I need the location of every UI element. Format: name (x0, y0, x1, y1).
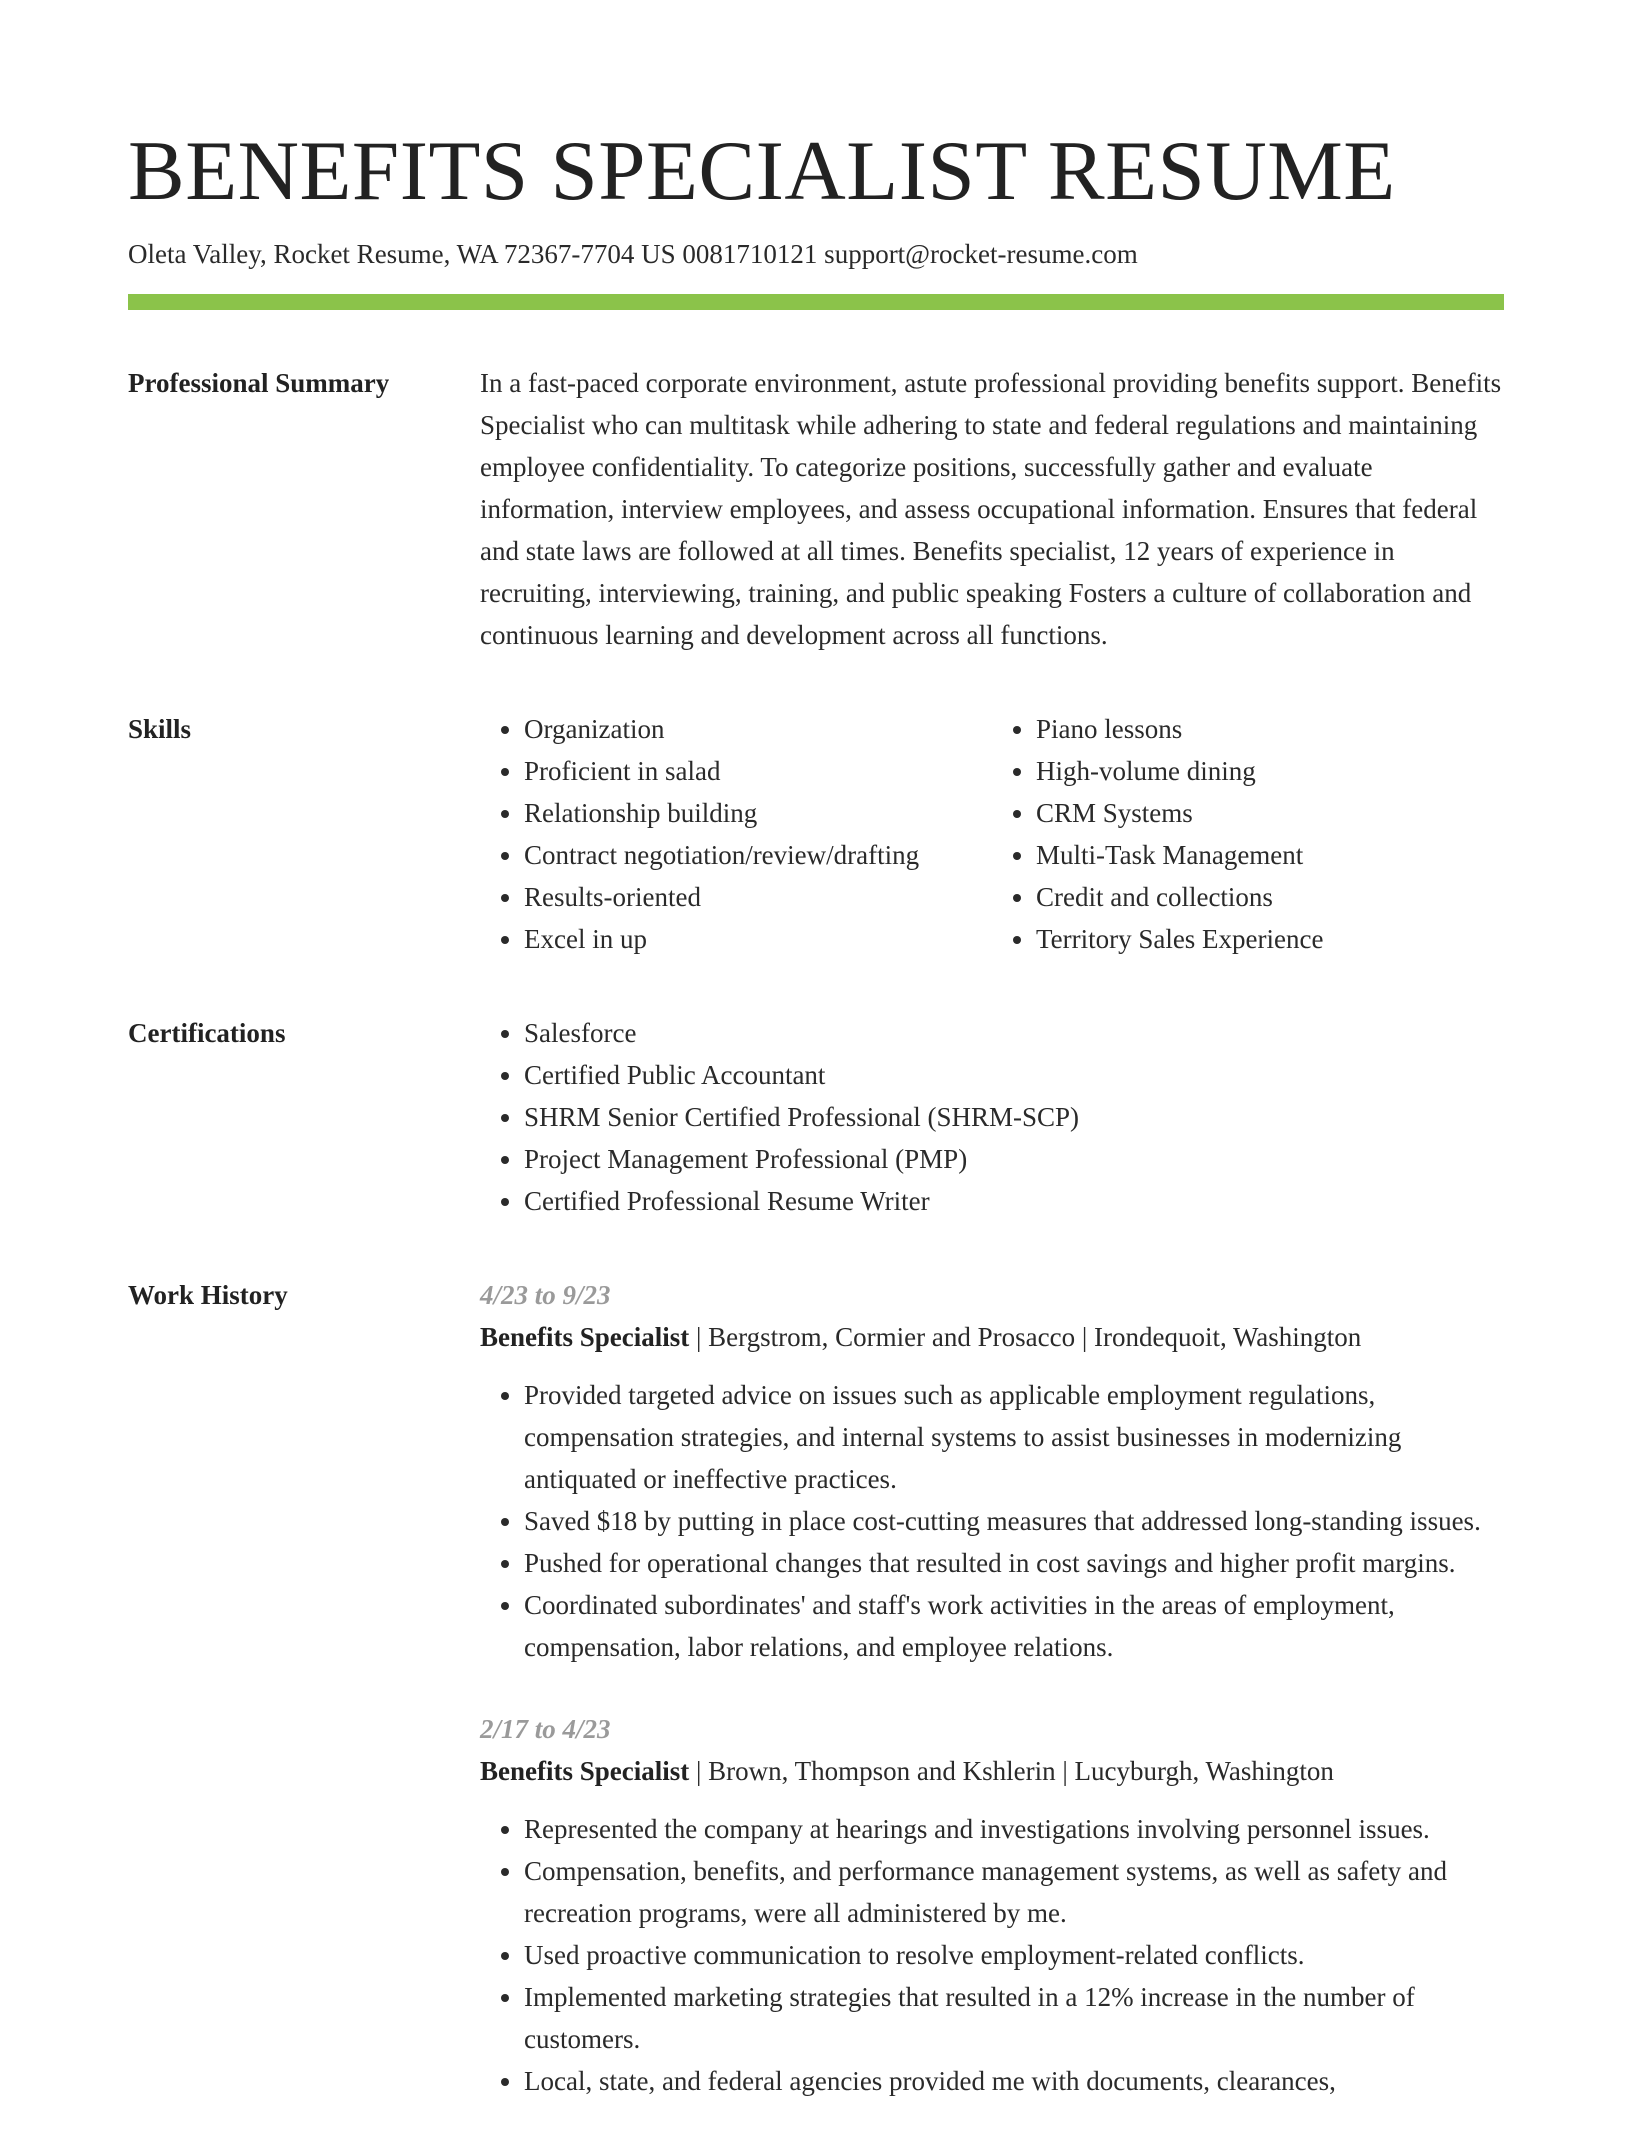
skill-item: • Excel in up (524, 918, 992, 960)
section-body (480, 1274, 1504, 2142)
section-body (480, 362, 1504, 656)
job-bullet: • Represented the company at hearings and investigations involving personnel issues. (524, 1808, 1504, 1850)
job-bullets (480, 1808, 1504, 2102)
skill-item: • Multi-Task Management (1036, 834, 1504, 876)
certification-item: • Certified Professional Resume Writer (524, 1180, 1504, 1222)
skill-item: • Credit and collections (1036, 876, 1504, 918)
job-title: Benefits Specialist (480, 1756, 690, 1786)
section-label: Certifications (128, 1018, 286, 1048)
skills-grid (480, 708, 1504, 960)
job-date: 2/17 to 4/23 (480, 1714, 611, 1744)
section-label: Work History (128, 1280, 288, 1310)
certifications-list (480, 1012, 1504, 1222)
section-certifications (128, 1012, 1504, 1222)
job-title-line (480, 1316, 1504, 1358)
section-body (480, 1012, 1504, 1222)
section-work-history (128, 1274, 1504, 2142)
job-employer-location: | Brown, Thompson and Kshlerin | Lucyburgh, Washington (689, 1756, 1334, 1786)
resume-title: BENEFITS SPECIALIST RESUME (128, 124, 1396, 218)
job-title: Benefits Specialist (480, 1322, 690, 1352)
job-bullet: • Pushed for operational changes that resulted in cost savings and higher profit margins. (524, 1542, 1504, 1584)
job-bullet: • Provided targeted advice on issues such as applicable employment regulations, compensation strategies, and internal systems to assist businesses in modernizing antiquated or ineffective practices. (524, 1374, 1504, 1500)
certification-item: • SHRM Senior Certified Professional (SHRM-SCP) (524, 1096, 1504, 1138)
skills-list-right (992, 708, 1504, 960)
job-bullet: • Saved $18 by putting in place cost-cutting measures that addressed long-standing issues. (524, 1500, 1504, 1542)
section-label: Professional Summary (128, 368, 390, 398)
job-bullet: • Compensation, benefits, and performance management systems, as well as safety and recreation programs, were all administered by me. (524, 1850, 1504, 1934)
job-bullets (480, 1374, 1504, 1668)
job-entry (480, 1708, 1504, 2102)
certification-item: • Certified Public Accountant (524, 1054, 1504, 1096)
skill-item: • High-volume dining (1036, 750, 1504, 792)
skill-item: • Organization (524, 708, 992, 750)
skill-item: • Piano lessons (1036, 708, 1504, 750)
section-skills (128, 708, 1504, 960)
job-bullet: • Used proactive communication to resolve employment-related conflicts. (524, 1934, 1504, 1976)
certification-item: • Project Management Professional (PMP) (524, 1138, 1504, 1180)
job-date: 4/23 to 9/23 (480, 1280, 611, 1310)
job-bullet: • Coordinated subordinates' and staff's work activities in the areas of employment, compensation, labor relations, and employee relations. (524, 1584, 1504, 1668)
skill-item: • Results-oriented (524, 876, 992, 918)
job-bullet: • Implemented marketing strategies that resulted in a 12% increase in the number of customers. (524, 1976, 1504, 2060)
accent-divider (128, 294, 1504, 310)
section-label: Skills (128, 714, 192, 744)
job-employer-location: | Bergstrom, Cormier and Prosacco | Irondequoit, Washington (689, 1322, 1362, 1352)
skill-item: • Proficient in salad (524, 750, 992, 792)
skill-item: • Relationship building (524, 792, 992, 834)
contact-info: Oleta Valley, Rocket Resume, WA 72367-7704 US 0081710121 support@rocket-resume.com (128, 239, 1138, 269)
summary-text: In a fast-paced corporate environment, astute professional providing benefits support. Benefits Specialist who can multitask while adhering to state and federal regulations and maintaining employee confidentiality. To categorize positions, successfully gather and evaluate information, interview employees, and assess occupational information. Ensures that federal and state laws are followed at all times. Benefits specialist, 12 years of experience in recruiting, interviewing, training, and public speaking Fosters a culture of collaboration and continuous learning and development across all functions. (480, 368, 1502, 650)
job-title-line (480, 1750, 1504, 1792)
skill-item: • CRM Systems (1036, 792, 1504, 834)
skills-list-left (480, 708, 992, 960)
skill-item: • Contract negotiation/review/drafting (524, 834, 992, 876)
section-professional-summary (128, 362, 1504, 656)
certification-item: • Salesforce (524, 1012, 1504, 1054)
job-entry (480, 1274, 1504, 1668)
skill-item: • Territory Sales Experience (1036, 918, 1504, 960)
job-bullet: • Local, state, and federal agencies provided me with documents, clearances, (524, 2060, 1504, 2102)
